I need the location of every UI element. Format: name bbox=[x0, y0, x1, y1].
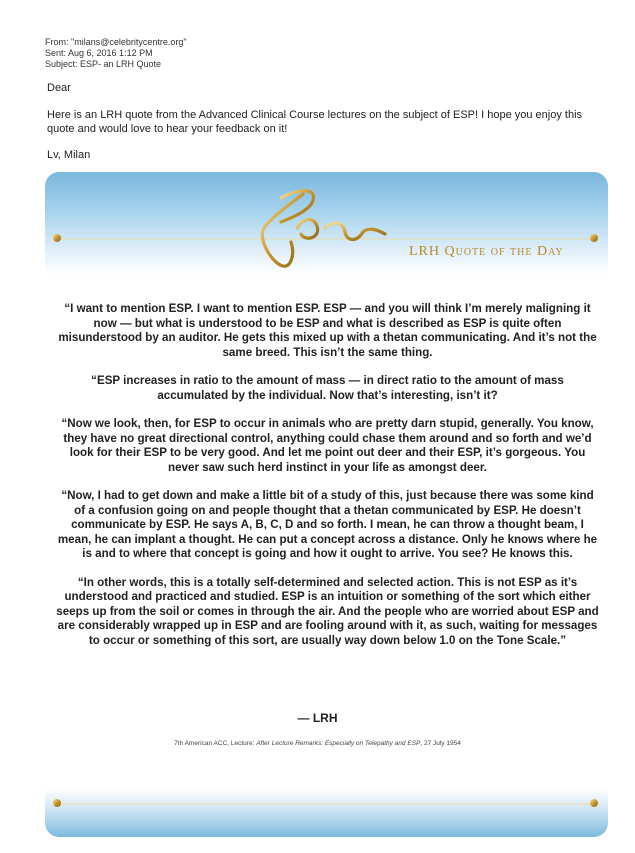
email-subject: Subject: ESP- an LRH Quote bbox=[45, 59, 162, 69]
greeting: Dear bbox=[47, 82, 71, 94]
footer-left-ornament bbox=[53, 799, 61, 807]
quote-paragraph: “In other words, this is a totally self-determined and selected action. This is not ESP as it’s understood and practiced and studied. ESP is an intuition or something of the sort which either seeps up from the soil or comes in through the air. And the people who are worried about ESP and are considerably wrapped up in ESP and are fooling around with it, as such, waiting for messages to occur or something of this sort, are usually way down below 1.0 on the Tone Scale.” bbox=[56, 575, 599, 647]
right-ornament bbox=[590, 234, 598, 242]
citation-title: After Lecture Remarks: Especially on Telepathy and ESP bbox=[256, 740, 421, 747]
intro-text: Here is an LRH quote from the Advanced Clinical Course lectures on the subject of ESP! I hope you enjoy this quote and would love to hear your feedback on it! bbox=[47, 109, 583, 135]
quote-of-day-label: LRH Quote of the Day bbox=[409, 244, 564, 259]
ron-signature-logo bbox=[262, 191, 385, 266]
signoff: Lv, Milan bbox=[47, 149, 91, 161]
email-from: From: "milans@celebritycentre.org" bbox=[45, 37, 187, 47]
quote-body bbox=[55, 302, 600, 662]
email-sent: Sent: Aug 6, 2016 1:12 PM bbox=[45, 48, 153, 58]
left-ornament bbox=[53, 234, 61, 242]
quote-paragraph: “I want to mention ESP. I want to mention ESP. ESP — and you will think I’m merely maligning it now — but what is understood to be ESP and what is described as ESP is quite often misunderstood by an auditor. He gets this mixed up with a thetan communicating. And it’s not the same breed. This isn’t the same thing. bbox=[58, 302, 597, 359]
quote-citation bbox=[0, 740, 635, 747]
footer-right-ornament bbox=[590, 799, 598, 807]
citation-prefix: 7th American ACC, Lecture: bbox=[174, 740, 257, 747]
citation-suffix: , 27 July 1954 bbox=[420, 740, 461, 747]
quote-attribution: — LRH bbox=[297, 711, 338, 725]
footer-decoration bbox=[45, 789, 608, 837]
quote-paragraph: “ESP increases in ratio to the amount of mass — in direct ratio to the amount of mass accumulated by the individual. Now that’s interesting, isn’t it? bbox=[91, 374, 564, 402]
quote-paragraph: “Now, I had to get down and make a little bit of a study of this, just because there was some kind of a confusion going on and people thought that a thetan communicated by ESP. He doesn’t communicate by ESP. He says A, B, C, D and so forth. I mean, he can throw a thought beam, I mean, he can implant a thought. He can put a concept across a distance. Only he knows where he is and to where that concept is going and how it ought to arrive. You see? He knows this. bbox=[57, 489, 598, 560]
quote-paragraph: “Now we look, then, for ESP to occur in animals who are pretty darn stupid, generally. You know, they have no great directional control, anything could chase them around and so forth and we’d look for their ESP to be very good. And let me point out deer and their ESP, it’s gorgeous. You never saw such herd instinct in your life as amongst deer. bbox=[61, 417, 594, 474]
banner-footer bbox=[45, 789, 608, 837]
email-header bbox=[45, 37, 187, 70]
quote-of-day-title bbox=[409, 244, 564, 260]
